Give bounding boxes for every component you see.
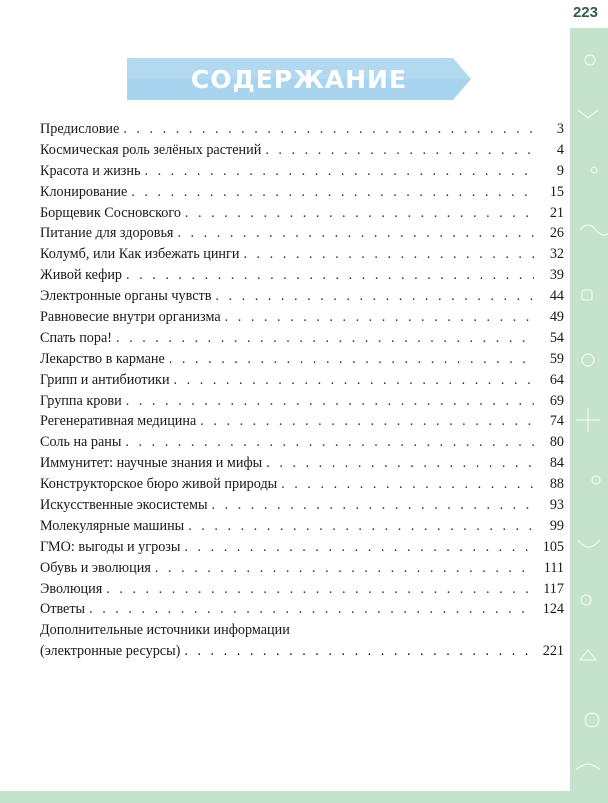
toc-dot-leader [184, 641, 534, 662]
toc-entry[interactable] [40, 516, 564, 537]
toc-entry-title: Лекарство в кармане [40, 350, 165, 367]
toc-dot-leader [89, 599, 534, 620]
toc-entry-title-line2: (электронные ресурсы) [40, 643, 181, 660]
toc-entry-title: Искусственные экосистемы [40, 497, 208, 514]
toc-entry[interactable] [40, 599, 564, 620]
page-number: 223 [572, 4, 598, 21]
toc-entry-page: 15 [549, 183, 564, 200]
toc-entry[interactable] [40, 432, 564, 453]
toc-entry[interactable] [40, 370, 564, 391]
toc-entry-page: 69 [549, 392, 564, 409]
toc-entry[interactable] [40, 140, 564, 161]
toc-entry-page: 74 [549, 413, 564, 430]
toc-entry-title: Колумб, или Как избежать цинги [40, 246, 240, 263]
toc-dot-leader [126, 265, 534, 286]
toc-dot-leader [225, 307, 534, 328]
toc-entry-page: 32 [549, 246, 564, 263]
toc-entry-page: 124 [542, 601, 564, 618]
toc-entry-title: Регенеративная медицина [40, 413, 197, 430]
toc-entry-page: 221 [542, 643, 564, 660]
toc-dot-leader [169, 349, 534, 370]
toc-entry-title: Ответы [40, 601, 86, 618]
toc-dot-leader [144, 161, 534, 182]
toc-dot-leader [215, 286, 534, 307]
toc-entry-title: Электронные органы чувств [40, 288, 212, 305]
toc-entry-title: Живой кефир [40, 267, 123, 284]
toc-dot-leader [116, 328, 534, 349]
toc-entry-page: 59 [549, 350, 564, 367]
toc-entry-title: Молекулярные машины [40, 517, 185, 534]
toc-dot-leader [265, 140, 534, 161]
toc-entry-title: Грипп и антибиотики [40, 371, 170, 388]
toc-entry-title: Иммунитет: научные знания и мифы [40, 455, 263, 472]
toc-entry-page: 21 [549, 204, 564, 221]
title-banner [127, 58, 471, 100]
toc-entry-page: 54 [549, 329, 564, 346]
toc-entry-title: Красота и жизнь [40, 162, 141, 179]
toc-dot-leader [212, 495, 535, 516]
toc-entry[interactable] [40, 391, 564, 412]
toc-dot-leader [188, 516, 534, 537]
toc-entry-title: Питание для здоровья [40, 225, 174, 242]
toc-entry-page: 105 [542, 538, 564, 555]
toc-entry-page: 88 [549, 476, 564, 493]
toc-dot-leader [200, 411, 534, 432]
toc-entry-additional-sources[interactable] [40, 620, 564, 662]
toc-entry-page: 84 [549, 455, 564, 472]
toc-entry[interactable] [40, 182, 564, 203]
toc-entry-page: 26 [549, 225, 564, 242]
toc-entry-title: Предисловие [40, 121, 120, 137]
toc-entry-title: Группа крови [40, 392, 122, 409]
toc-dot-leader [125, 432, 534, 453]
page-number-tab [546, 0, 608, 28]
toc-entry-page: 3 [556, 121, 564, 137]
toc-dot-leader [123, 119, 534, 140]
toc-entry-title: Обувь и эволюция [40, 559, 151, 576]
toc-entry-title: Соль на раны [40, 434, 122, 451]
toc-entry-page: 64 [549, 371, 564, 388]
toc-entry-title: ГМО: выгоды и угрозы [40, 538, 181, 555]
toc-dot-leader [177, 223, 534, 244]
toc-entry-title: Эволюция [40, 580, 103, 597]
toc-entry[interactable] [40, 203, 564, 224]
toc-entry-page: 111 [543, 559, 564, 576]
toc-entry[interactable] [40, 265, 564, 286]
page-title: СОДЕРЖАНИЕ [190, 64, 408, 94]
toc-entry[interactable] [40, 453, 564, 474]
toc-entry-page: 117 [543, 580, 564, 597]
toc-dot-leader [106, 579, 534, 600]
toc-entry[interactable] [40, 537, 564, 558]
toc-entry-title-line1: Дополнительные источники информации [40, 622, 290, 639]
toc-dot-leader [155, 558, 534, 579]
toc-dot-leader [126, 391, 534, 412]
toc-entry-page: 93 [549, 497, 564, 514]
toc-entry-page: 99 [549, 517, 564, 534]
toc-entry-title: Борщевик Сосновского [40, 204, 181, 221]
toc-dot-leader [174, 370, 534, 391]
toc-entry[interactable] [40, 307, 564, 328]
toc-dot-leader [281, 474, 534, 495]
toc-entry[interactable] [40, 119, 564, 140]
toc-entry-page: 49 [549, 309, 564, 326]
toc-dot-leader [266, 453, 534, 474]
toc-entry[interactable] [40, 244, 564, 265]
toc-entry[interactable] [40, 558, 564, 579]
bottom-decorative-band [0, 791, 608, 803]
toc-dot-leader [243, 244, 534, 265]
toc-entry-page: 39 [549, 267, 564, 284]
toc-entry[interactable] [40, 223, 564, 244]
table-of-contents [40, 119, 564, 662]
toc-entry[interactable] [40, 579, 564, 600]
toc-entry-page: 80 [549, 434, 564, 451]
toc-entry[interactable] [40, 474, 564, 495]
toc-dot-leader [184, 537, 534, 558]
toc-entry-page: 9 [556, 162, 564, 179]
side-decorative-band [570, 0, 608, 803]
toc-entry-page: 4 [556, 141, 564, 158]
toc-entry[interactable] [40, 161, 564, 182]
toc-entry[interactable] [40, 328, 564, 349]
doodle-decorations [570, 0, 608, 803]
toc-entry-title: Конструкторское бюро живой природы [40, 476, 278, 493]
toc-entry[interactable] [40, 411, 564, 432]
toc-entry-title: Клонирование [40, 183, 128, 200]
toc-entry-title: Спать пора! [40, 329, 113, 346]
toc-dot-leader [185, 203, 534, 224]
toc-entry-page: 44 [549, 288, 564, 305]
toc-entry[interactable] [40, 349, 564, 370]
toc-entry-title: Космическая роль зелёных растений [40, 141, 262, 158]
toc-entry[interactable] [40, 495, 564, 516]
toc-entry-title: Равновесие внутри организма [40, 309, 221, 326]
toc-dot-leader [131, 182, 534, 203]
toc-entry[interactable] [40, 286, 564, 307]
